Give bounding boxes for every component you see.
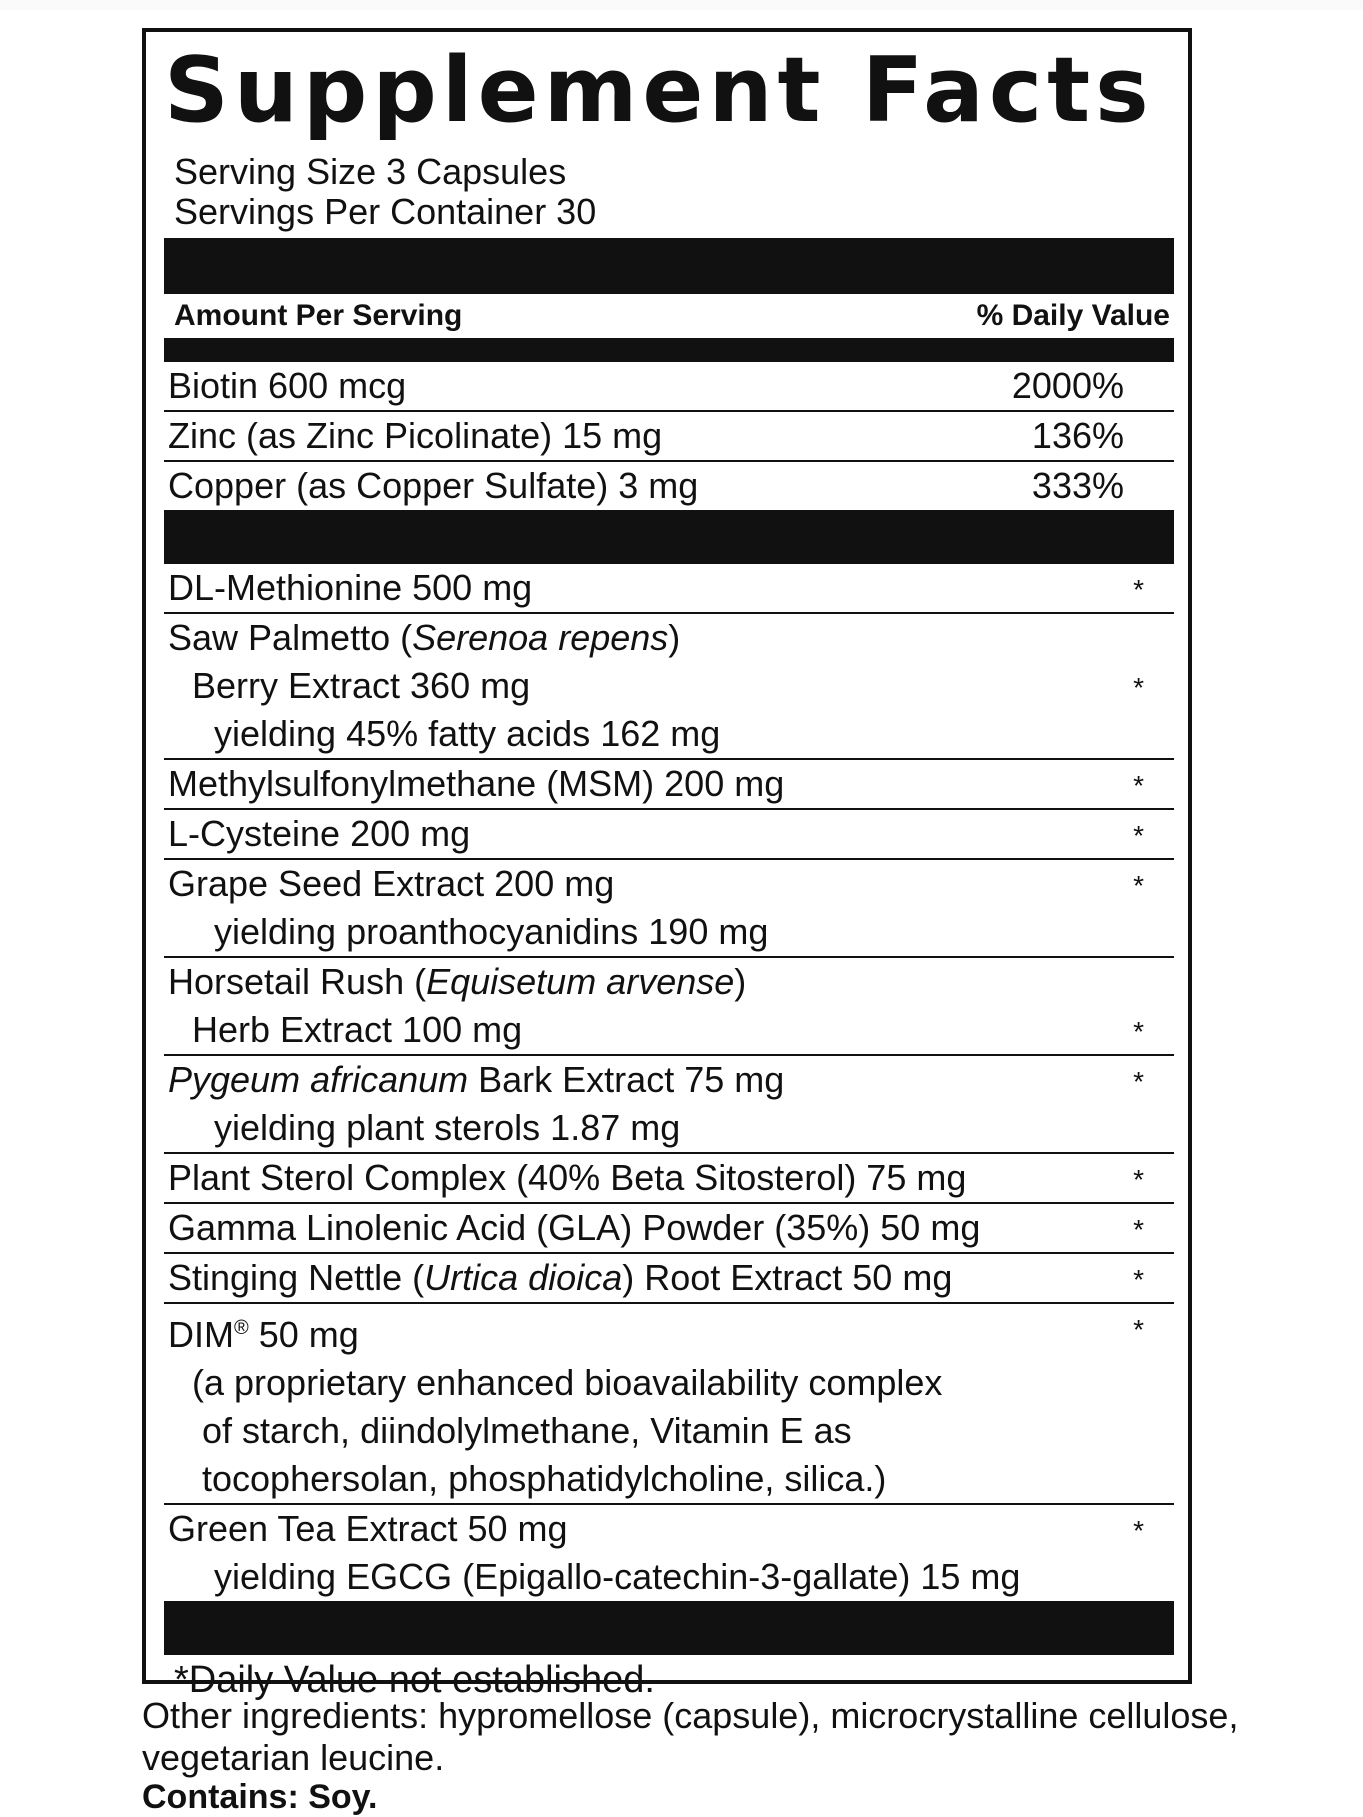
asterisk: * [1133,672,1144,703]
amount-per-serving-label: Amount Per Serving [174,299,463,332]
asterisk: * [1133,770,1144,801]
vitamin-row [164,412,1174,462]
ingredient-name: Methylsulfonylmethane (MSM) 200 mg [168,763,785,804]
vitamin-name: Zinc (as Zinc Picolinate) 15 mg [168,415,663,456]
ingredient-name: Grape Seed Extract 200 mg [168,863,615,904]
ingredient-name: DIM® 50 mg [168,1314,359,1355]
ingredient-row [164,958,1174,1056]
divider-bar-thick [164,238,1174,294]
ingredient-row [164,760,1174,810]
panel-title: Supplement Facts [164,38,1154,143]
vitamin-name: Copper (as Copper Sulfate) 3 mg [168,465,699,506]
other-ingredients: Other ingredients: hypromellose (capsule), microcrystalline cellulose, vegetarian leucine. [142,1695,1239,1778]
ingredient-row [164,810,1174,860]
vitamin-dv: 333% [1031,465,1124,506]
panel-inner [164,32,1174,1705]
vitamin-dv: 2000% [1011,365,1124,406]
asterisk: * [1133,574,1144,605]
supplement-facts-panel [142,28,1192,1701]
ingredient-row [164,564,1174,614]
ingredient-name: Saw Palmetto (Serenoa repens) [168,617,681,658]
asterisk: * [1133,1066,1144,1097]
vitamin-name: Biotin 600 mcg [168,365,407,406]
top-strip [0,0,1363,10]
divider-bar-medium [164,338,1174,362]
ingredient-name: L-Cysteine 200 mg [168,813,471,854]
asterisk: * [1133,1264,1144,1295]
ingredient-name: Green Tea Extract 50 mg [168,1508,568,1549]
asterisk: * [1133,1016,1144,1047]
divider-bar-thick [164,1601,1174,1655]
ingredient-row [164,614,1174,760]
ingredient-name: Plant Sterol Complex (40% Beta Sitosterol) 75 mg [168,1157,967,1198]
asterisk: * [1133,1164,1144,1195]
ingredient-row [164,1154,1174,1204]
vitamin-dv: 136% [1031,415,1124,456]
ingredient-row [164,1304,1174,1505]
vitamin-row [164,462,1174,510]
asterisk: * [1133,1515,1144,1546]
ingredient-description: (a proprietary enhanced bioavailability complex [192,1362,943,1403]
allergen-statement: Contains: Soy. [142,1778,378,1816]
vitamin-row [164,362,1174,412]
ingredient-row [164,1505,1174,1601]
ingredient-description: tocophersolan, phosphatidylcholine, silica.) [202,1458,887,1499]
divider-bar-thick [164,510,1174,564]
footnote: *Daily Value not established. [174,1659,655,1701]
asterisk: * [1133,820,1144,851]
ingredient-name: Pygeum africanum Bark Extract 75 mg [168,1059,785,1100]
ingredient-row [164,860,1174,958]
ingredient-yield: yielding plant sterols 1.87 mg [214,1107,681,1148]
asterisk: * [1133,870,1144,901]
amount-header [164,294,1174,338]
serving-size: Serving Size 3 Capsules [174,151,567,192]
ingredient-extract: Berry Extract 360 mg [192,665,531,706]
ingredient-description: of starch, diindolylmethane, Vitamin E as [202,1410,852,1451]
ingredient-row [164,1254,1174,1304]
ingredient-yield: yielding EGCG (Epigallo-catechin-3-gallate) 15 mg [214,1556,1021,1597]
ingredient-name: Horsetail Rush (Equisetum arvense) [168,961,747,1002]
daily-value-header: % Daily Value [976,299,1170,332]
servings-per-container: Servings Per Container 30 [174,191,597,232]
ingredient-row [164,1056,1174,1154]
ingredient-yield: yielding 45% fatty acids 162 mg [214,713,721,754]
ingredient-yield: yielding proanthocyanidins 190 mg [214,911,769,952]
asterisk: * [1133,1214,1144,1245]
ingredient-row [164,1204,1174,1254]
ingredient-name: Stinging Nettle (Urtica dioica) Root Extract 50 mg [168,1257,953,1298]
asterisk: * [1133,1314,1144,1345]
serving-info [164,152,1174,232]
ingredient-name: Gamma Linolenic Acid (GLA) Powder (35%) 50 mg [168,1207,981,1248]
ingredient-extract: Herb Extract 100 mg [192,1009,523,1050]
ingredient-name: DL-Methionine 500 mg [168,567,533,608]
